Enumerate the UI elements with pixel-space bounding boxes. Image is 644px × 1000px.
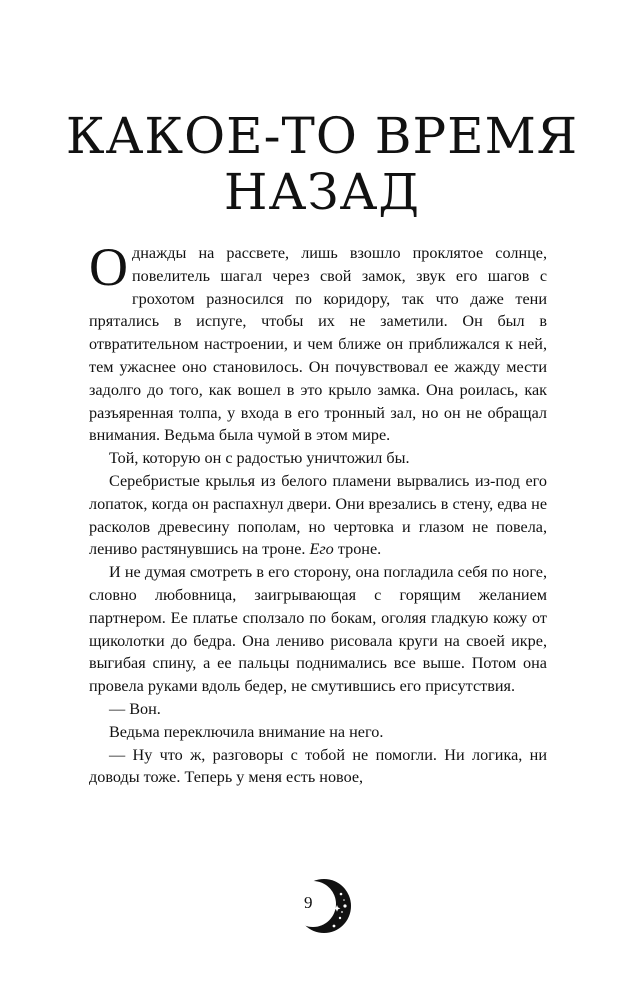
page-number: 9 [304, 893, 313, 912]
paragraph-3-italic: Его [309, 540, 334, 559]
paragraph-3-end: троне. [337, 540, 382, 559]
page-footer [294, 876, 352, 936]
crescent-moon-icon [294, 876, 352, 936]
chapter-title [60, 108, 584, 220]
paragraph-5: — Вон. [109, 699, 161, 718]
paragraph-3-text: Серебристые крылья из белого пламени вырвались из-под его лопаток, когда он распахнул двери. Они врезались в стену, едва не расколов древесину пополам, но чертовка и глазом не повела, лениво растянувшись на троне. [89, 471, 547, 559]
paragraph-3 [89, 470, 547, 561]
chapter-title-line-1: КАКОЕ-ТО ВРЕМЯ [65, 107, 579, 165]
paragraph-7: — Ну что ж, разговоры с тобой не помогли. Ни логика, ни доводы тоже. Теперь у меня есть новое, [89, 745, 547, 787]
chapter-title-line-2: НАЗАД [223, 163, 421, 221]
paragraph-6: Ведьма переключила внимание на него. [109, 722, 384, 741]
paragraph-2: Той, которую он с радостью уничтожил бы. [109, 449, 410, 468]
paragraph-1 [89, 237, 547, 447]
drop-cap: О [89, 237, 128, 297]
paragraph-4: И не думая смотреть в его сторону, она погладила себя по ноге, словно любовница, заигрывающая с горящим желанием партнером. Ее платье сползало по бокам, оголяя гладкую кожу от щиколотки до бедра. Она лениво рисовала круги на своей икре, выгибая спину, а ее пальцы поднимались все выше. Потом она провела руками вдоль бедер, не смутившись его присутствия. [89, 563, 547, 696]
paragraph-1-text: днажды на рассвете, лишь взошло проклятое солнце, повелитель шагал через свой замок, звук его шагов с грохотом разносился по коридору, так что даже тени прятались в испуге, чтобы их не заметили. Он был в отвратительном настроении, и чем ближе он приближался к ней, тем ужаснее оно становилось. Он почувствовал ее жажду мести задолго до того, как вошел в это крыло замка. Она роилась, как разъяренная толпа, у входа в его тронный зал, но он не обращал внимания. Ведьма была чумой в этом мире. [89, 244, 547, 445]
chapter-body [89, 237, 547, 789]
